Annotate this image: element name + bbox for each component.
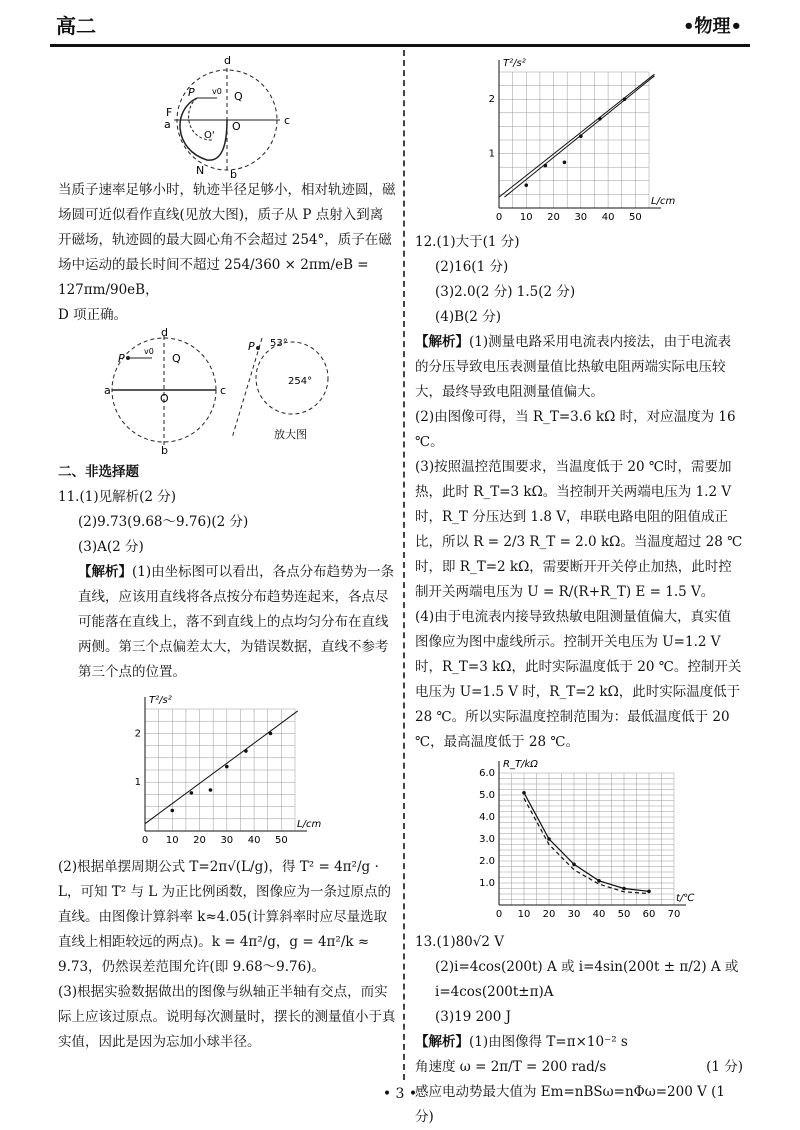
data-point (544, 164, 548, 168)
left-column (58, 50, 396, 1055)
svg-text:P: P (118, 352, 125, 365)
magnetic-field-figure (152, 50, 302, 178)
pendulum-chart-right (469, 50, 689, 230)
x-tick-label: 70 (667, 909, 681, 920)
svg-text:b: b (161, 444, 168, 456)
svg-text:a: a (104, 384, 111, 397)
x-axis-label: L/cm (651, 196, 676, 207)
data-point (225, 765, 229, 769)
svg-text:c: c (220, 384, 227, 397)
data-point (244, 749, 248, 753)
header-subject: •物理• (682, 16, 742, 37)
data-point (209, 788, 213, 792)
svg-text:P: P (188, 86, 195, 99)
x-tick-label: 40 (592, 909, 606, 920)
svg-text:O: O (232, 120, 241, 133)
pendulum-chart-left (127, 685, 327, 855)
x-tick-label: 40 (247, 835, 261, 846)
svg-text:放大图: 放大图 (274, 428, 307, 441)
analysis-tag: 【解析】 (415, 334, 469, 350)
data-point (524, 183, 528, 187)
q11-analysis-1 (58, 560, 396, 685)
q12-analysis-3: (3)按照温控范围要求，当温度低于 20 ℃时，需要加热，此时 R_T=3 kΩ。当控制开关两端电压为 1.2 V 时，R_T 分压达到 1.8 V，串联电路电阻的阻值成正比，所以 R = 2/3 R_T = 2.0 kΩ。当温度超过 28 ℃时，即 R_T=2 kΩ，需要断开开关停止加热，此时控制开关两端电压为 U = R/(R+R_T) E = 1.5 V。 (415, 459, 743, 600)
y-tick-label: 2 (134, 728, 141, 740)
y-tick-label: 2.0 (479, 856, 495, 867)
data-point (597, 879, 601, 883)
x-tick-label: 50 (617, 909, 631, 920)
x-tick-label: 20 (542, 909, 556, 920)
x-tick-label: 30 (574, 212, 588, 223)
svg-text:c: c (284, 114, 291, 127)
x-tick-label: 0 (141, 835, 149, 846)
svg-text:P: P (248, 340, 255, 353)
y-axis-label: T²/s² (149, 695, 172, 706)
x-tick-label: 20 (547, 212, 560, 223)
svg-text:Q: Q (234, 90, 243, 103)
data-point (622, 887, 626, 891)
right-column (415, 50, 743, 1130)
q12-analysis-4: (4)由于电流表内接导致热敏电阻测量值偏大，真实值图像应为图中虚线所示。控制开关电压为 U=1.2 V 时，R_T=3 kΩ，此时实际温度低于 20 ℃。控制开关电压为 U=1.5 V 时，R_T=2 kΩ，此时实际温度低于 28 ℃。所以实际温度控制范围为：最低温度低于 20 ℃，最高温度低于 28 ℃。 (415, 609, 742, 750)
svg-text:O': O' (204, 130, 215, 141)
q13-answer-2: (2)i=4cos(200t) A 或 i=4sin(200t ± π/2) A 或 i=4cos(200t±π)A (435, 959, 739, 1000)
x-tick-label: 30 (567, 909, 581, 920)
paragraph-1-end: D 项正确。 (58, 307, 128, 323)
svg-text:Q: Q (172, 352, 181, 365)
y-tick-label: 4.0 (479, 812, 495, 823)
enlarged-figure (92, 328, 362, 456)
data-point (547, 837, 551, 841)
data-point (170, 809, 174, 813)
y-tick-label: 3.0 (479, 834, 495, 845)
svg-text:53°: 53° (270, 338, 288, 349)
data-point (623, 97, 627, 101)
q13-answer-3: (3)19 200 J (435, 1009, 512, 1025)
svg-text:b: b (230, 168, 237, 178)
x-tick-label: 60 (642, 909, 656, 920)
svg-text:N: N (196, 164, 205, 177)
q12-answer-3: (3)2.0(2 分) 1.5(2 分) (435, 284, 576, 300)
q12-answer-1: 12.(1)大于(1 分) (415, 234, 520, 250)
thermistor-chart (459, 755, 699, 930)
x-tick-label: 40 (601, 212, 615, 223)
x-axis-label: L/cm (297, 819, 322, 830)
x-tick-label: 30 (220, 835, 234, 846)
q11-analysis-3: (3)根据实验数据做出的图像与纵轴正半轴有交点，而实际上应该过原点。说明每次测量时，摆长的测量值小于真实值，因此是因为忘加小球半径。 (58, 984, 396, 1050)
q13-analysis-2-text: 角速度 ω = 2π/T = 200 rad/s (415, 1059, 607, 1075)
fit-line (499, 74, 654, 197)
q13-analysis-2 (415, 1055, 743, 1080)
q11-analysis-1-text: (1)由坐标图可以看出，各点分布趋势为一条直线，应该用直线将各点按分布趋势连起来，各点尽可能落在直线上，落不到直线上的点均匀分布在直线两侧。第三个点偏差太大，为错误数据，直线不参考第三个点的位置。 (78, 564, 395, 680)
x-tick-label: 10 (517, 909, 531, 920)
data-point (269, 732, 273, 736)
y-tick-label: 6.0 (479, 768, 495, 779)
y-tick-label: 1.0 (479, 878, 495, 889)
svg-text:a: a (164, 118, 171, 131)
paragraph-1: 当质子速率足够小时，轨迹半径足够小，相对轨迹圆，磁场圆可近似看作直线(见放大图)，质子从 P 点射入到离开磁场，轨迹圆的最大圆心角不会超过 254°，质子在磁场中运动的最长时间不超过 254/360 × 2πm/eB = 127πm/90eB， (58, 182, 396, 298)
y-axis-label: R_T/kΩ (503, 759, 538, 770)
q12-analysis-1 (415, 330, 743, 405)
q11-answer-1: 11.(1)见解析(2 分) (58, 489, 177, 505)
q12-answer-4: (4)B(2 分) (435, 309, 501, 325)
x-tick-label: 50 (274, 835, 288, 846)
x-axis-label: t/℃ (676, 893, 695, 904)
x-tick-label: 0 (495, 909, 503, 920)
q11-answer-3: (3)A(2 分) (78, 539, 144, 555)
q13-analysis-1 (415, 1030, 743, 1055)
x-tick-label: 10 (165, 835, 179, 846)
data-point (522, 791, 526, 795)
svg-text:d: d (161, 328, 168, 339)
column-divider (403, 50, 405, 1080)
q13-analysis-3: 感应电动势最大值为 Em=nBSω=nΦω=200 V (1 分) (415, 1084, 725, 1125)
svg-text:254°: 254° (288, 376, 313, 387)
header-rule (50, 44, 750, 47)
data-point (598, 117, 602, 121)
x-tick-label: 20 (193, 835, 206, 846)
svg-text:O: O (160, 392, 169, 405)
q11-answer-2: (2)9.73(9.68～9.76)(2 分) (78, 514, 249, 530)
x-tick-label: 10 (519, 212, 533, 223)
analysis-tag: 【解析】 (78, 564, 132, 580)
q12-answer-2: (2)16(1 分) (435, 259, 509, 275)
x-tick-label: 50 (628, 212, 642, 223)
x-tick-label: 0 (495, 212, 503, 223)
q13-analysis-1-text: (1)由图像得 T=π×10⁻² s (469, 1034, 628, 1050)
q12-analysis-1-text: (1)测量电路采用电流表内接法，由于电流表的分压导致电压表测量值比热敏电阻两端实际电压较大，最终导致电阻测量值偏大。 (415, 334, 732, 400)
header-grade: 高二 (56, 14, 96, 38)
page-number: • 3 • (382, 1086, 418, 1102)
section-title: 二、非选择题 (58, 464, 139, 480)
q13-score: (1 分) (706, 1059, 743, 1075)
q13-answer-1: 13.(1)80√2 V (415, 934, 505, 950)
data-point (190, 791, 194, 795)
svg-text:d: d (224, 54, 231, 67)
y-tick-label: 2 (488, 94, 495, 106)
data-point (572, 863, 576, 867)
y-tick-label: 1 (134, 777, 141, 789)
data-point (579, 134, 583, 138)
svg-text:F: F (166, 106, 173, 119)
svg-text:v0: v0 (144, 347, 154, 356)
analysis-tag: 【解析】 (415, 1034, 469, 1050)
y-tick-label: 1 (488, 148, 495, 160)
svg-text:v0: v0 (212, 87, 222, 96)
data-point (647, 890, 651, 894)
q12-analysis-2: (2)由图像可得，当 R_T=3.6 kΩ 时，对应温度为 16 ℃。 (415, 409, 736, 450)
y-tick-label: 5.0 (479, 790, 495, 801)
q11-analysis-2: (2)根据单摆周期公式 T=2π√(L/g)，得 T² = 4π²/g · L，可知 T² 与 L 为正比例函数，图像应为一条过原点的直线。由图像计算斜率 k≈4.05(计算斜率时应尽量选取直线上相距较远的两点)。k = 4π²/g，g = 4π²/k ≈ 9.73，仍然误差范围允许(即 9.68～9.76)。 (58, 859, 392, 975)
y-axis-label: T²/s² (503, 58, 526, 69)
data-point (563, 161, 567, 165)
